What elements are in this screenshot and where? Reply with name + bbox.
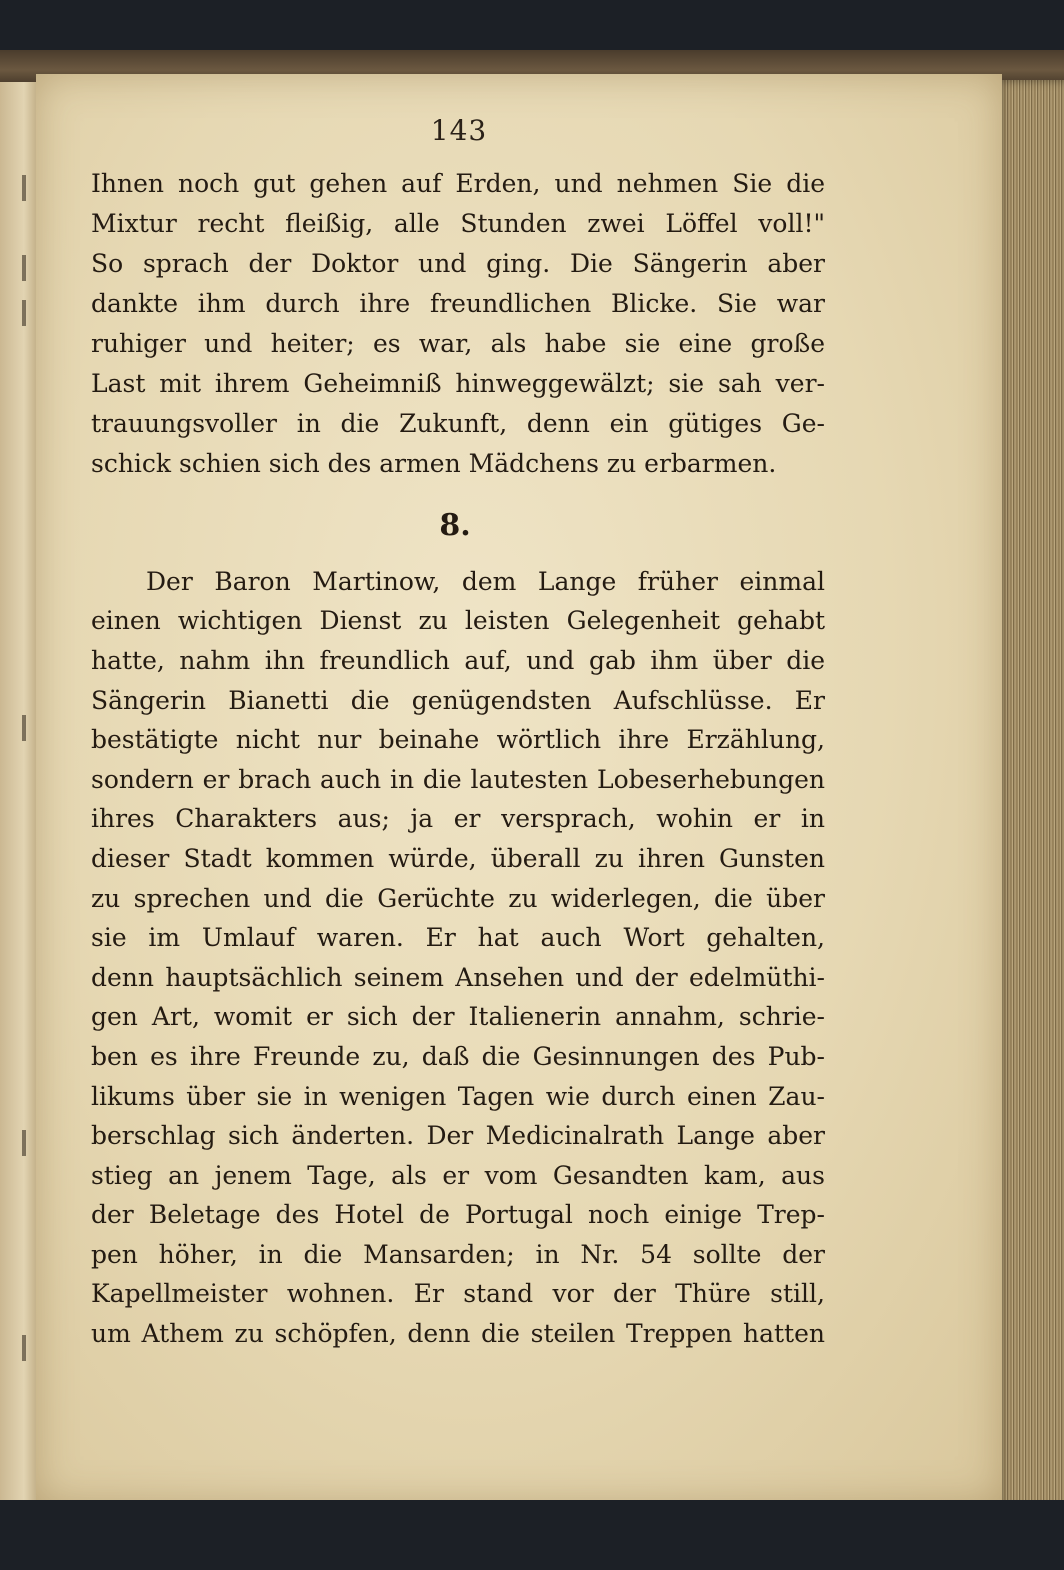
margin-mark	[22, 175, 26, 201]
text-line: einen wichtigen Dienst zu leisten Gelegenheit gehabt	[91, 606, 825, 635]
text-line: gen Art, womit er sich der Italienerin annahm, schrie-	[91, 1002, 825, 1031]
text-line: Sängerin Bianetti die genügendsten Aufschlüsse. Er	[91, 686, 825, 715]
text-line: um Athem zu schöpfen, denn die steilen Treppen hatten	[91, 1319, 825, 1348]
facing-page-edge	[0, 82, 41, 1512]
text-line: schick schien sich des armen Mädchens zu erbarmen.	[91, 449, 777, 478]
margin-mark	[22, 255, 26, 281]
text-line: zu sprechen und die Gerüchte zu widerlegen, die über	[91, 884, 825, 913]
text-line: sondern er brach auch in die lautesten Lobeserhebungen	[91, 765, 825, 794]
margin-mark	[22, 300, 26, 326]
text-line: trauungsvoller in die Zukunft, denn ein gütiges Ge-	[91, 409, 825, 438]
text-line: ben es ihre Freunde zu, daß die Gesinnungen des Pub-	[91, 1042, 825, 1071]
text-line: dankte ihm durch ihre freundlichen Blicke. Sie war	[91, 289, 825, 318]
section-heading: 8.	[439, 508, 471, 543]
text-line: der Beletage des Hotel de Portugal noch einige Trep-	[91, 1200, 825, 1229]
text-line: So sprach der Doktor und ging. Die Sängerin aber	[91, 249, 825, 278]
background-bottom	[0, 1500, 1064, 1570]
text-line: likums über sie in wenigen Tagen wie durch einen Zau-	[91, 1082, 825, 1111]
text-line: stieg an jenem Tage, als er vom Gesandten kam, aus	[91, 1161, 825, 1190]
page-number: 143	[430, 114, 488, 147]
text-line: ihres Charakters aus; ja er versprach, wohin er in	[91, 804, 825, 833]
text-line: ruhiger und heiter; es war, als habe sie eine große	[91, 329, 825, 358]
text-line: dieser Stadt kommen würde, überall zu ihren Gunsten	[91, 844, 825, 873]
text-line: denn hauptsächlich seinem Ansehen und der edelmüthi-	[91, 963, 825, 992]
text-line: Kapellmeister wohnen. Er stand vor der Thüre still,	[91, 1279, 825, 1308]
margin-mark	[22, 715, 26, 741]
text-line: Der Baron Martinow, dem Lange früher einmal	[146, 567, 825, 596]
text-line: Last mit ihrem Geheimniß hinweggewälzt; sie sah ver-	[91, 369, 825, 398]
text-line: bestätigte nicht nur beinahe wörtlich ihre Erzählung,	[91, 725, 825, 754]
page-block-edge	[995, 80, 1064, 1510]
text-line: Mixtur recht fleißig, alle Stunden zwei Löffel voll!"	[91, 209, 825, 238]
margin-mark	[22, 1130, 26, 1156]
text-line: Ihnen noch gut gehen auf Erden, und nehmen Sie die	[91, 169, 825, 198]
margin-mark	[22, 1335, 26, 1361]
text-line: berschlag sich änderten. Der Medicinalrath Lange aber	[91, 1121, 825, 1150]
text-line: pen höher, in die Mansarden; in Nr. 54 sollte der	[91, 1240, 825, 1269]
text-line: hatte, nahm ihn freundlich auf, und gab ihm über die	[91, 646, 825, 675]
text-line: sie im Umlauf waren. Er hat auch Wort gehalten,	[91, 923, 825, 952]
